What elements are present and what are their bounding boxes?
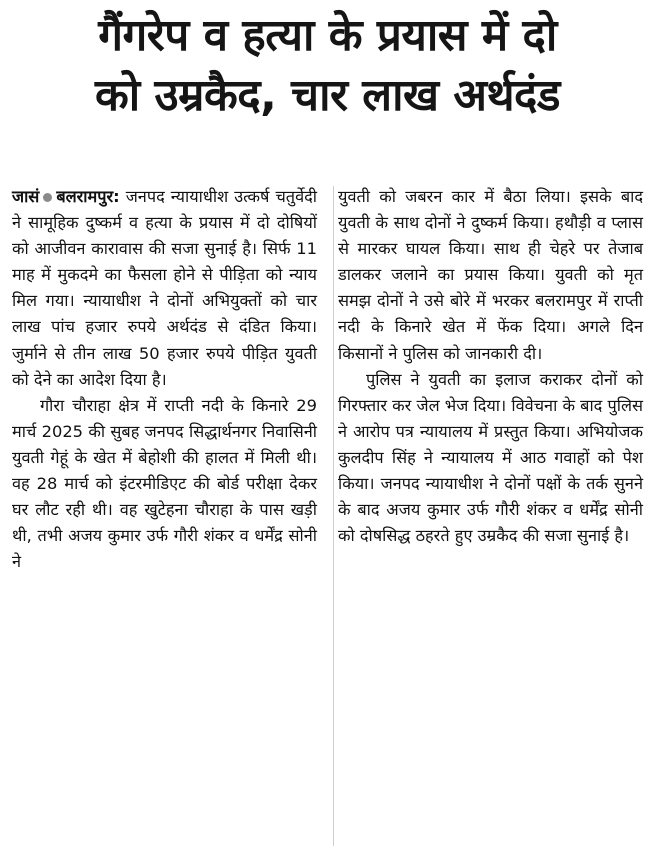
article-paragraph: युवती को जबरन कार में बैठा लिया। इसके बाद युवती के साथ दोनों ने दुष्कर्म किया। हथौड़ी व प्लास से मारकर घायल किया। साथ ही चेहरे पर तेजाब डालकर जलाने का प्रयास किया। युवती को मृत समझ दोनों ने उसे बोरे में भरकर बलरामपुर में राप्ती नदी के किनारे खेत में फेंक दिया। अगले दिन किसानों ने पुलिस को जानकारी दी।: [338, 187, 643, 363]
paragraph-text: जनपद न्यायाधीश उत्कर्ष चतुर्वेदी ने सामूहिक दुष्कर्म व हत्या के प्रयास में दो दोषियों को आजीवन कारावास की सजा सुनाई है। सिर्फ 11 माह में मुकदमे का फैसला होने से पीड़िता को न्याय मिल गया। न्यायाधीश ने दोनों अभियुक्तों को चार लाख पांच हजार रुपये अर्थदंड से दंडित किया। जुर्माने से तीन लाख 50 हजार रुपये पीड़ित युवती को देने का आदेश दिया है।: [12, 187, 317, 389]
column-left: [12, 184, 317, 575]
headline-line-1: गैंगरेप व हत्या के प्रयास में दो: [98, 10, 557, 61]
article-paragraph: [12, 184, 317, 393]
dateline-agency: जासं: [12, 187, 40, 206]
bullet-dot-icon: [43, 193, 52, 202]
column-right: [338, 184, 643, 575]
headline-line-2: को उम्रकैद, चार लाख अर्थदंड: [95, 70, 560, 121]
dateline-place: बलरामपुर:: [56, 187, 120, 206]
headline: [12, 6, 643, 126]
article-paragraph: पुलिस ने युवती का इलाज कराकर दोनों को गिरफ्तार कर जेल भेज दिया। विवेचना के बाद पुलिस ने आरोप पत्र न्यायालय में प्रस्तुत किया। अभियोजक कुलदीप सिंह ने न्यायालय में आठ गवाहों को पेश किया। जनपद न्यायाधीश ने दोनों पक्षों के तर्क सुनने के बाद अजय कुमार उर्फ गौरी शंकर व धर्मेंद्र सोनी को दोषसिद्ध ठहरते हुए उम्रकैद की सजा सुनाई है।: [338, 369, 643, 546]
dateline: [12, 187, 120, 206]
article-paragraph: गौरा चौराहा क्षेत्र में राप्ती नदी के किनारे 29 मार्च 2025 की सुबह जनपद सिद्धार्थनगर निवासिनी युवती गेहूं के खेत में बेहोशी की हालत में मिली थी। वह 28 मार्च को इंटरमीडिएट की बोर्ड परीक्षा देकर घर लौट रही थी। वह खुटेहना चौराहा के पास खड़ी थी, तभी अजय कुमार उर्फ गौरी शंकर व धर्मेंद्र सोनी ने: [12, 395, 317, 572]
article-body: [12, 184, 643, 575]
